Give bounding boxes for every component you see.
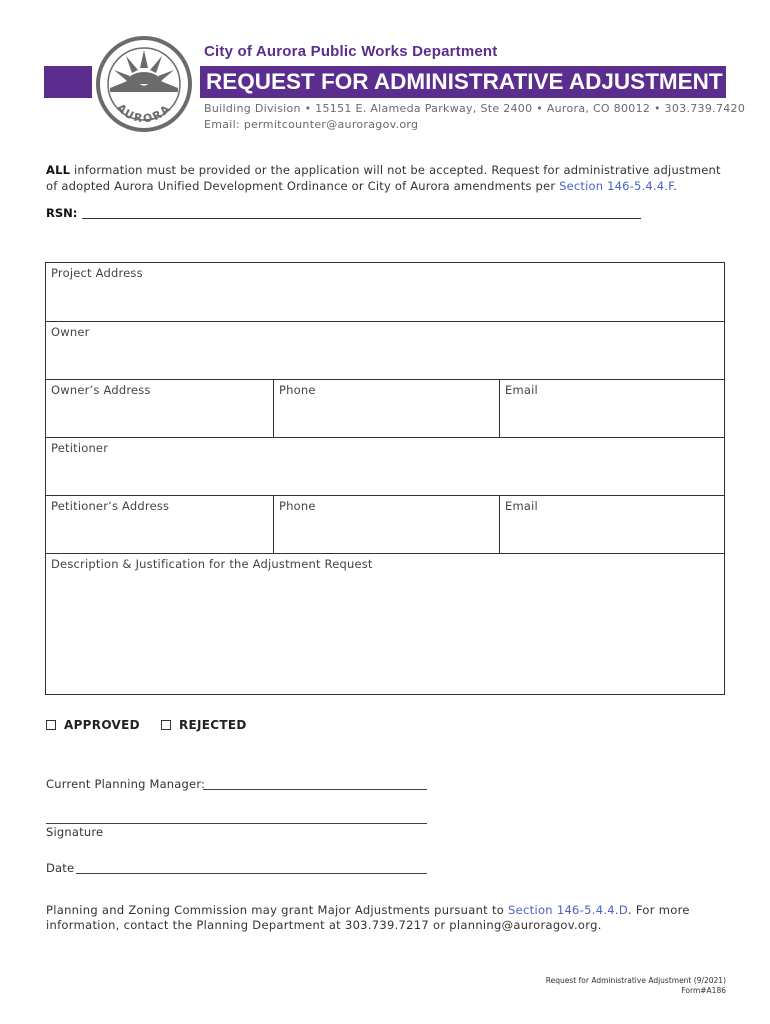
petitioners-address-label: Petitioner’s Address — [51, 499, 170, 513]
aurora-logo — [96, 36, 192, 132]
owners-address-field[interactable] — [46, 379, 273, 437]
application-form — [45, 262, 725, 695]
owner-field[interactable] — [46, 321, 724, 379]
description-label: Description & Justification for the Adjustment Request — [51, 557, 373, 571]
logo-text: AURORA — [114, 101, 174, 126]
planning-note — [46, 903, 736, 933]
owner-email-field[interactable] — [499, 379, 724, 437]
manager-field[interactable] — [203, 789, 427, 790]
intro-bold: ALL — [46, 163, 71, 177]
intro-end: . — [673, 179, 677, 193]
form-footer — [546, 976, 726, 996]
intro-text — [46, 162, 736, 194]
intro-body: information must be provided or the application will not be accepted. Request for administrative adjustment of adopted Aurora Unified Development Ordinance or City of Aurora amendments per — [46, 163, 721, 193]
owner-phone-label: Phone — [279, 383, 316, 397]
project-address-label: Project Address — [51, 266, 143, 280]
description-field[interactable] — [46, 553, 724, 694]
note-body: Planning and Zoning Commission may grant Major Adjustments pursuant to — [46, 903, 509, 917]
contact-info — [204, 101, 745, 133]
project-address-field[interactable] — [46, 263, 724, 321]
department-name: City of Aurora Public Works Department — [204, 43, 498, 60]
owner-phone-field[interactable] — [273, 379, 499, 437]
email-line: Email: permitcounter@auroragov.org — [204, 118, 419, 131]
address-line: Building Division • 15151 E. Alameda Parkway, Ste 2400 • Aurora, CO 80012 • 303.739.7420 — [204, 102, 746, 115]
date-field[interactable] — [76, 873, 427, 874]
petitioners-address-field[interactable] — [46, 495, 273, 553]
rsn-label: RSN: — [46, 206, 78, 220]
brand-bar — [44, 66, 92, 98]
manager-label: Current Planning Manager: — [46, 777, 206, 791]
rsn-field[interactable] — [82, 218, 641, 219]
petitioner-email-label: Email — [505, 499, 538, 513]
rejected-option[interactable] — [161, 718, 247, 732]
footer-title: Request for Administrative Adjustment (9/2021) — [545, 976, 726, 985]
rejected-label: REJECTED — [179, 718, 247, 732]
section-link-d[interactable]: Section 146-5.4.4.D — [508, 903, 628, 917]
petitioner-field[interactable] — [46, 437, 724, 495]
petitioner-phone-field[interactable] — [273, 495, 499, 553]
approved-label: APPROVED — [64, 718, 140, 732]
form-title: REQUEST FOR ADMINISTRATIVE ADJUSTMENT — [200, 66, 726, 98]
rejected-checkbox[interactable] — [161, 720, 171, 730]
form-number: Form#A186 — [681, 986, 726, 995]
section-link-f[interactable]: Section 146-5.4.4.F — [559, 179, 674, 193]
petitioner-phone-label: Phone — [279, 499, 316, 513]
owner-email-label: Email — [505, 383, 538, 397]
signature-field[interactable] — [46, 823, 427, 824]
approved-checkbox[interactable] — [46, 720, 56, 730]
owners-address-label: Owner’s Address — [51, 383, 151, 397]
approved-option[interactable] — [46, 718, 140, 732]
date-label: Date — [46, 861, 75, 875]
note-end: . For more information, contact the Planning Department at 303.739.7217 or planning@auroragov.org. — [46, 903, 690, 932]
petitioner-email-field[interactable] — [499, 495, 724, 553]
signature-label: Signature — [46, 825, 104, 839]
owner-label: Owner — [51, 325, 90, 339]
petitioner-label: Petitioner — [51, 441, 109, 455]
